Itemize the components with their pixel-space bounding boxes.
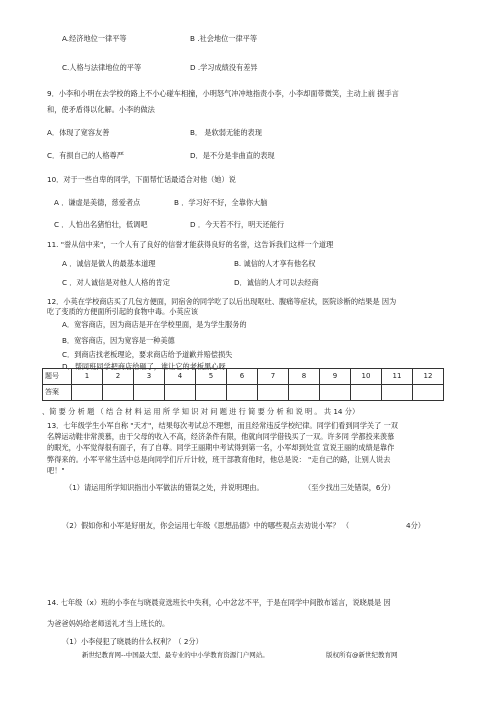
q8-option-c: C.人格与法律地位的平等	[62, 63, 142, 72]
answer-table-number: 6	[227, 369, 258, 385]
q12-option-d: D．帮同班同学把商店给砸了，谁让它的老板黑心呀	[62, 362, 226, 371]
q11-option-a: A ．诚信是做人的最基本道理	[62, 259, 156, 268]
footer-left: 新世纪教育网--中国最大型、最专业的中小学教育资源门户网站。	[82, 651, 269, 659]
q8-option-d: D .学习成绩没有差异	[190, 63, 258, 72]
q10-option-d: D ．今天若不行，明天还能行	[190, 220, 285, 229]
answer-cell[interactable]	[351, 385, 382, 401]
q12-option-c: C．到商店找老板理论，要求商店给予道歉并赔偿损失	[62, 350, 233, 359]
q10-option-c: C ．人怕出名猪怕壮，低调吧	[54, 220, 148, 229]
answer-table-answer-label: 答案	[43, 385, 72, 401]
q12-option-b: B．宽容商店，因为宽容是一种美德	[62, 336, 175, 345]
answer-cell[interactable]	[72, 385, 103, 401]
q12-stem-line2: 吃了变质的方便面所引起的食物中毒。小英应该	[47, 307, 198, 316]
answer-cell[interactable]	[320, 385, 351, 401]
q11-option-b: B. 诚信的人才享有他名权	[234, 259, 316, 268]
q14-stem-line1: 14. 七年级（x）班的小李在与晓晨竞选班长中失利，心中忿忿不平，于是在同学中间散布谣言，说晓晨是 因	[47, 598, 391, 607]
answer-table-answer-row	[43, 385, 444, 401]
answer-table-question-label: 题号	[43, 369, 72, 385]
answer-table-number: 4	[165, 369, 196, 385]
answer-table-number: 5	[196, 369, 227, 385]
answer-table-number: 8	[289, 369, 320, 385]
q13-material-line4: 弊得来的。小军平常生活中总是向同学们斤斤计较，班干部教育他时，他总是说： "走自己的路，让别人说去	[47, 455, 391, 464]
q13-subquestion-1: （1）请运用所学知识指出小军做法的错误之处，并说明理由。	[65, 483, 264, 492]
section2-heading: 、简 要 分 析 题 （ 结 合 材 料 运 用 所 学 知 识 对 问 题 进 行 简 要 分 析 和 说 明 。 共 14 分）	[42, 407, 360, 416]
answer-table-number: 2	[103, 369, 134, 385]
answer-cell[interactable]	[227, 385, 258, 401]
answer-table-number: 11	[382, 369, 413, 385]
q12-stem-line1: 12．小英在学校商店买了几包方便面，同宿舍的同学吃了以后出现呕吐、腹痛等症状，医院诊断的结果是 因为	[47, 297, 397, 306]
q12-option-a: A．宽容商店，因为商店是开在学校里面，是为学生服务的	[62, 320, 247, 329]
answer-cell[interactable]	[413, 385, 444, 401]
q13-material-line5: 吧！"	[47, 466, 65, 475]
q11-stem: 11. "誉从信中来"，一个人有了良好的信誉才能获得良好的名誉，这告诉我们这样一个道理	[47, 240, 334, 249]
q13-material-line2: 名牌运动鞋非常羡慕，由于父母的收入不高，经济条件有限，他就向同学借钱买了一双。许多同 学都投来羡慕	[47, 432, 395, 441]
answer-table-number: 12	[413, 369, 444, 385]
q13-material-line3: 的眼光，小军觉得很有面子，有了自尊。同学王丽期中考试得到第一名，小军却到处宣 宣说王丽的成绩是靠作	[47, 443, 395, 452]
q9-stem-line1: 9．小李和小明在去学校的路上不小心碰车相撞，小明怒气冲冲地指责小李，小李却面带微笑，主动上前 握手言	[47, 89, 399, 98]
q9-option-b: B． 是软弱无能的表现	[190, 128, 262, 137]
q13-material-line1: 13．七年级学生小军自称 "天才"，结果每次考试总不理想，而且经常违反学校纪律。同学们看到同学关了 一双	[47, 421, 398, 430]
answer-cell[interactable]	[258, 385, 289, 401]
q9-option-c: C．有损自己的人格尊严	[47, 151, 124, 160]
q14-stem-line2: 为爸爸妈妈给老师送礼才当上班长的。	[47, 619, 170, 628]
q11-option-c: C ．对人诚信是对他人人格的肯定	[62, 278, 170, 287]
answer-cell[interactable]	[165, 385, 196, 401]
answer-table-number: 7	[258, 369, 289, 385]
answer-table-number: 3	[134, 369, 165, 385]
q9-option-a: A．体现了宽容友善	[47, 128, 110, 137]
q14-subquestion-1: （1）小李侵犯了晓晨的什么权利？（ 2分）	[62, 637, 203, 646]
answer-cell[interactable]	[289, 385, 320, 401]
q11-option-d: D．诚信的人才可以去经商	[234, 278, 319, 287]
answer-table-number: 1	[72, 369, 103, 385]
q10-stem: 10．对于一些自卑的同学，下面帮忙话最适合对他（她）说	[47, 175, 236, 184]
q9-stem-line2: 和，使矛盾得以化解。小李的做法	[47, 105, 155, 114]
footer-right: 版权所有@新世纪教育网	[326, 651, 398, 659]
q8-option-b: B .社会地位一律平等	[190, 34, 258, 43]
answer-table-number: 9	[320, 369, 351, 385]
q8-option-a: A.经济地位一律平等	[62, 34, 127, 43]
answer-cell[interactable]	[134, 385, 165, 401]
q13-subquestion-2-score: 4分）	[406, 521, 425, 530]
q13-subquestion-1-score: （至少找出三处错误，6分）	[304, 483, 395, 492]
answer-table-number-row	[43, 369, 444, 385]
q13-subquestion-2: （2）假如你和小军是好朋友，你会运用七年级《思想品德》中的哪些观点去劝说小军？ （	[62, 521, 350, 530]
q9-option-d: D．是不分是非曲直的表现	[190, 151, 275, 160]
q10-option-b: B ．学习好不好，全靠你大脑	[174, 198, 268, 207]
answer-table-number: 10	[351, 369, 382, 385]
answer-cell[interactable]	[103, 385, 134, 401]
answer-cell[interactable]	[196, 385, 227, 401]
answer-table	[42, 368, 444, 401]
q10-option-a: A ．谦虚是美德，慈爱者点	[54, 198, 141, 207]
answer-cell[interactable]	[382, 385, 413, 401]
